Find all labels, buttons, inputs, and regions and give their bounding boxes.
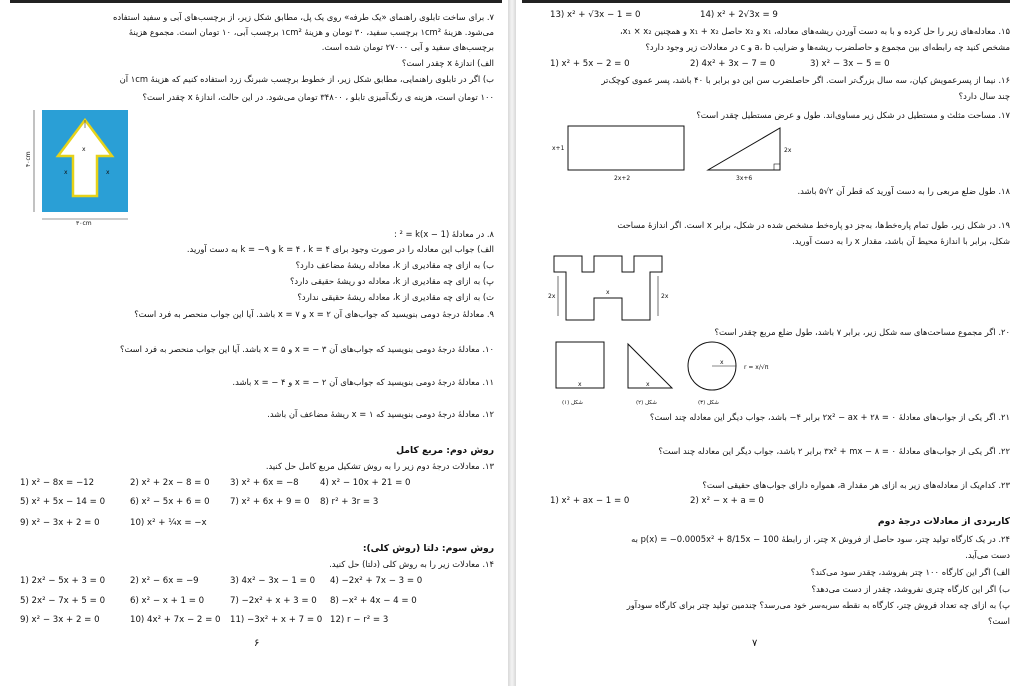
text-line: ۲۳. کدام‌یک از معادله‌های زیر به ازای هر مقدار a، همواره دارای جواب‌های حقیقی است؟ — [702, 480, 1010, 490]
equation: 8) −x² + 4x − 4 = 0 — [330, 596, 417, 606]
rectangle-shape — [568, 126, 684, 170]
equation: 3) x² + 6x = −8 — [230, 478, 299, 488]
text-line: مشخص کنید چه رابطه‌ای بین مجموع و حاصلضرب ریشه‌ها و ضرایب a، b و c در معادلات زیر وجود دارد؟ — [645, 42, 1010, 52]
equation: 2) x² + 2x − 8 = 0 — [130, 478, 210, 488]
circle-label: x — [720, 359, 724, 366]
equation: 14) x² + 2√3x = 9 — [700, 10, 778, 20]
x-label: x — [606, 289, 610, 296]
book-gutter — [508, 0, 516, 686]
equation: 2) 4x² + 3x − 7 = 0 — [690, 59, 776, 69]
section-heading: روش دوم: مربع کامل — [396, 445, 494, 456]
equation: 3) 4x² − 3x − 1 = 0 — [230, 576, 316, 586]
side-mark-label: 2x — [548, 293, 556, 300]
figure-caption: شکل (۳) — [698, 400, 719, 406]
equation: 12) r − r² = 3 — [330, 615, 389, 625]
section-heading: کاربردی از معادلات درجهٔ دوم — [877, 516, 1010, 527]
right-page — [516, 0, 1024, 686]
left-page — [0, 0, 508, 686]
text-line: ۱۶. نیما از پسرعمویش کیان، سه سال بزرگ‌تر است. اگر حاصلضرب سن این دو برابر با ۴۰ باشد، پسر عموی کوچک‌تر — [601, 75, 1010, 85]
q20-figure — [548, 338, 818, 408]
equation: 3) x² − 3x − 5 = 0 — [810, 59, 890, 69]
rect-side-label: x+1 — [552, 145, 565, 152]
text-line: دست می‌آید. — [965, 550, 1010, 560]
equation: 2) x² − x + a = 0 — [690, 496, 764, 506]
equation: 11) −3x² + x + 7 = 0 — [230, 615, 323, 625]
sign-figure — [24, 108, 136, 226]
equation: 7) −2x² + x + 3 = 0 — [230, 596, 317, 606]
text-line: چند سال دارد؟ — [958, 91, 1010, 101]
equation: 4) −2x² + 7x − 3 = 0 — [330, 576, 423, 586]
text-line: ۱۳. معادلات درجهٔ دوم زیر را به روش تشکیل مربع کامل حل کنید. — [265, 461, 494, 471]
triangle-side-label: x — [646, 381, 650, 388]
text-line: ۱۵. معادله‌های زیر را حل کرده و با به دست آوردن ریشه‌های معادله، x₁ و x₂ حاصل x₁ + x₂ و همچنین x₁ × x₂، — [619, 26, 1010, 36]
text-line: برچسب‌های سفید و آبی ۲۷۰۰۰ تومان شده است. — [321, 42, 494, 52]
text-line: ۲۰. اگر مجموع مساحت‌های سه شکل زیر، برابر ۷ باشد، طول ضلع مربع چقدر است؟ — [714, 327, 1010, 337]
text-line: شکل، برابر با اندازهٔ محیط آن باشد، مقدار x را به دست آورید. — [792, 236, 1010, 246]
text-line: است؟ — [987, 616, 1010, 626]
x-label: x — [64, 169, 68, 176]
text-line: ت) به ازای چه مقادیری از k، معادله ریشهٔ حقیقی ندارد؟ — [297, 292, 494, 302]
text-line: ۷. برای ساخت تابلوی راهنمای «یک طرفه» روی یک پل، مطابق شکل زیر، از برچسب‌های آبی و سفید استفاده — [113, 12, 494, 22]
square-side-label: x — [578, 381, 582, 388]
x-label: x — [106, 169, 110, 176]
page-number: ۶ — [254, 638, 260, 649]
equation: 5) 2x² − 7x + 5 = 0 — [20, 596, 106, 606]
text-line: پ) به ازای چه مقادیری از k، معادله دو ریشهٔ حقیقی دارد؟ — [289, 276, 494, 286]
equation: 1) x² + 5x − 2 = 0 — [550, 59, 630, 69]
text-line: ۲۱. اگر یکی از جواب‌های معادلهٔ ۲x² − ax + ۲۸ = ۰ برابر ۴− باشد، جواب دیگر این معادله چند است؟ — [649, 412, 1010, 422]
equation: 9) x² − 3x + 2 = 0 — [20, 518, 100, 528]
q17-figure — [548, 120, 808, 182]
equation-row — [20, 518, 494, 530]
radius-formula: r = x/√π — [744, 364, 769, 371]
text-line: ۸. در معادلهٔ (x − 1)² = k : — [393, 229, 494, 239]
text-line: الف) اگر این کارگاه ۱۰۰ چتر بفروشد، چقدر سود می‌کند؟ — [810, 567, 1010, 577]
equation: 1) x² + ax − 1 = 0 — [550, 496, 630, 506]
equation-row — [536, 59, 1010, 71]
text-line: ب) به ازای چه مقادیری از k، معادله ریشهٔ مضاعف دارد؟ — [295, 260, 494, 270]
text-line: الف) جواب این معادله را در صورت وجود برای k = ۴ ، k = ۴ و k = −۹ به دست آورید. — [186, 244, 494, 254]
equation-row — [20, 615, 494, 627]
equation: 9) x² − 3x + 2 = 0 — [20, 615, 100, 625]
equation: 10) 4x² + 7x − 2 = 0 — [130, 615, 221, 625]
figure-caption: شکل (۲) — [636, 400, 657, 406]
equation-row — [20, 478, 494, 490]
text-line: ۹. معادلهٔ درجهٔ دومی بنویسید که جواب‌های آن ۲ = x و ۷ = x باشد. آیا این جواب منحصر به فرد است؟ — [134, 309, 494, 319]
equation: 6) x² − 5x + 6 = 0 — [130, 497, 210, 507]
text-line: ۲۴. در یک کارگاه تولید چتر، سود حاصل از فروش x چتر، از رابطهٔ p(x) = −0.0005x² + 8/15x − 100 به — [631, 534, 1010, 544]
side-mark-label: 2x — [661, 293, 669, 300]
tri-side-label: 2x — [784, 147, 792, 154]
x-label: x — [82, 146, 86, 153]
text-line: ۱۹. در شکل زیر، طول تمام پاره‌خط‌ها، به‌جز دو پاره‌خط مشخص شده در شکل، برابر x است. اگر اندازهٔ مساحت — [617, 220, 1010, 230]
width-label: ۳۰cm — [76, 220, 92, 226]
text-line: ۲۲. اگر یکی از جواب‌های معادلهٔ ۳x² + mx − ۸ = ۰ برابر ۲ باشد، جواب دیگر این معادله چند است؟ — [658, 446, 1010, 456]
equation: 8) r² + 3r = 3 — [320, 497, 379, 507]
equation-row — [536, 10, 1010, 22]
text-line: ب) اگر این کارگاه چتری نفروشد، چقدر از دست می‌دهد؟ — [811, 584, 1010, 594]
equation: 1) 2x² − 5x + 3 = 0 — [20, 576, 106, 586]
equation: 2) x² − 6x = −9 — [130, 576, 199, 586]
tri-bottom-label: 3x+6 — [736, 175, 753, 182]
text-line: ۱۸. طول ضلع مربعی را به دست آورید که قطر آن ۲√۵ باشد. — [797, 186, 1010, 196]
top-rule — [10, 0, 502, 3]
equation: 7) x² + 6x + 9 = 0 — [230, 497, 310, 507]
triangle-shape — [708, 128, 780, 170]
equation: 10) x² + ¼x = −x — [130, 518, 207, 528]
equation: 5) x² + 5x − 14 = 0 — [20, 497, 106, 507]
text-line: ۱۰. معادلهٔ درجهٔ دومی بنویسید که جواب‌های آن ۳ − = x و ۵ = x باشد. آیا این جواب منحصر به فرد است؟ — [120, 344, 494, 354]
text-line: ب) اگر در تابلوی راهنمایی، مطابق شکل زیر، از خطوط برچسب شبرنگ زرد استفاده کنیم که هزینهٔ ۱cm آن — [119, 74, 494, 84]
figure-caption: شکل (۱) — [562, 400, 583, 406]
text-line: ۱۲. معادلهٔ درجهٔ دومی بنویسید که ۱ = x ریشهٔ مضاعف آن باشد. — [267, 409, 494, 419]
text-line: ۱۱. معادلهٔ درجهٔ دومی بنویسید که جواب‌های آن ۲ − = x و ۴ − = x باشد. — [232, 377, 494, 387]
equation: 6) x² − x + 1 = 0 — [130, 596, 205, 606]
text-line: ۱۴. معادلات زیر را به روش کلی (دلتا) حل کنید. — [329, 559, 494, 569]
equation-row — [20, 596, 494, 608]
page-number: ۷ — [752, 638, 758, 649]
triangle-shape — [628, 344, 672, 388]
height-label: ۴۰cm — [25, 151, 32, 167]
text-line: می‌شود. هزینهٔ ۱cm² برچسب سفید، ۳۰ تومان و هزینهٔ ۱cm² برچسب آبی، ۱۰ تومان است. مجموع هزینهٔ — [128, 27, 494, 37]
q19-figure — [548, 250, 698, 326]
equation-row — [20, 576, 494, 588]
text-line: الف) اندازهٔ x چقدر است؟ — [401, 58, 494, 68]
text-line: ۱۰۰ تومان است، هزینه ی رنگ‌آمیزی تابلو ، ۳۴۸۰۰ تومان می‌شود. در این حالت، اندازهٔ x چقدر است؟ — [142, 92, 494, 102]
text-line: ۱۷. مساحت مثلث و مستطیل در شکل زیر مساوی‌اند. طول و عرض مستطیل چقدر است؟ — [696, 110, 1010, 120]
text-line: پ) به ازای چه تعداد فروش چتر، کارگاه به نقطه سربه‌سر خود می‌رسد؟ چندمین تولید چتر برای کارگاه سودآور — [626, 600, 1010, 610]
equation: 4) x² − 10x + 21 = 0 — [320, 478, 411, 488]
section-heading: روش سوم: دلتا (روش کلی): — [362, 543, 494, 554]
top-rule — [522, 0, 1010, 3]
rect-bottom-label: 2x+2 — [614, 175, 631, 182]
equation: 13) x² + √3x − 1 = 0 — [550, 10, 641, 20]
equation-row — [536, 496, 1010, 508]
equation-row — [20, 497, 494, 509]
h-shape — [554, 256, 662, 320]
equation: 1) x² − 8x = −12 — [20, 478, 95, 488]
